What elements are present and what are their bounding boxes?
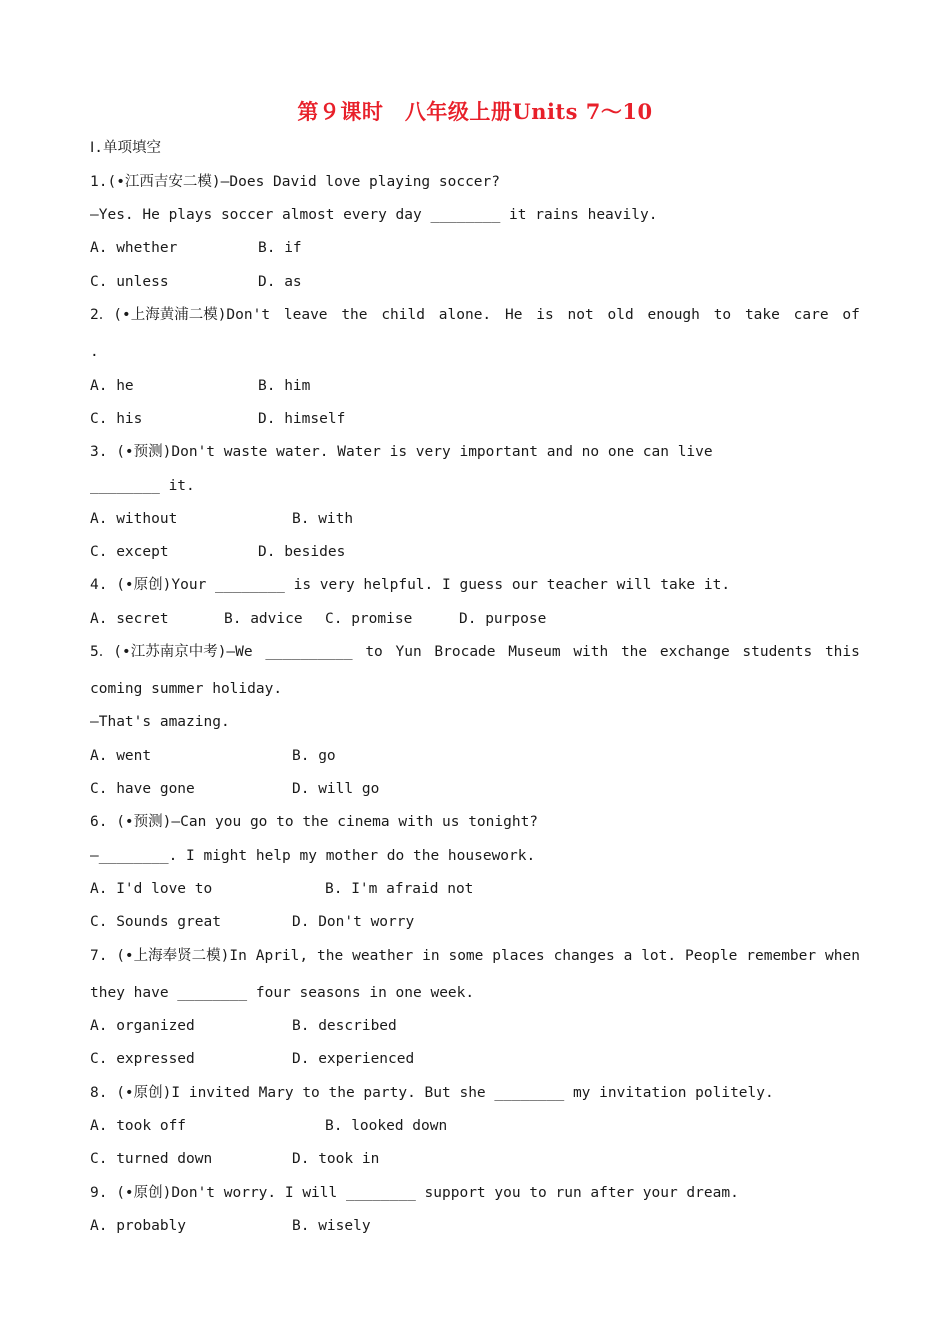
q5-word: to [365, 644, 383, 660]
q2-word: leave [283, 307, 328, 323]
q2-word: of [842, 307, 860, 323]
q7-word: 7. (•上海奉贤二模)In [90, 948, 247, 964]
question-1-option-c[interactable]: C. unless [90, 274, 169, 290]
q7-word: the [317, 948, 344, 964]
question-3-stem: 3. (•预测)Don't waste water. Water is very important and no one can live [90, 444, 713, 460]
question-1-stem: 1.(•江西吉安二模)—Does David love playing soccer? [90, 174, 500, 190]
q5-word: Yun [395, 644, 422, 660]
q2-word: old [607, 307, 634, 323]
q2-word: is [536, 307, 554, 323]
page-title: 第９课时 八年级上册Units 7～10 [297, 99, 653, 124]
q2-word: to [713, 307, 732, 323]
question-8-stem: 8. (•原创)I invited Mary to the party. But she ________ my invitation politely. [90, 1085, 774, 1101]
q5-word: this [824, 644, 860, 660]
q7-word: some [448, 948, 484, 964]
question-6-option-d[interactable]: D. Don't worry [292, 914, 415, 930]
question-9-stem: 9. (•原创)Don't worry. I will ________ support you to run after your dream. [90, 1185, 739, 1201]
q7-word: April, [255, 948, 309, 964]
question-5-option-c[interactable]: C. have gone [90, 781, 195, 797]
q7-word: changes [553, 948, 615, 964]
question-4-option-a[interactable]: A. secret [90, 611, 169, 627]
question-7-stem-line2: they have ________ four seasons in one week. [90, 985, 475, 1001]
q5-word: students [742, 644, 813, 660]
question-2-option-b[interactable]: B. him [258, 378, 311, 394]
question-5-option-d[interactable]: D. will go [292, 781, 380, 797]
q2-word: 2．(•上海黄浦二模)Don't [90, 307, 271, 323]
question-1-stem-line2: —Yes. He plays soccer almost every day ________ it rains heavily. [90, 207, 658, 223]
q5-word: 5．(•江苏南京中考)—We [90, 644, 253, 660]
q5-word: with [573, 644, 609, 660]
question-7-option-c[interactable]: C. expressed [90, 1051, 195, 1067]
q5-word: __________ [265, 644, 353, 660]
question-1-option-a[interactable]: A. whether [90, 240, 178, 256]
question-4-option-b[interactable]: B. advice [224, 611, 303, 627]
question-7-option-d[interactable]: D. experienced [292, 1051, 415, 1067]
question-2-stem-line2: . [90, 344, 99, 360]
question-8-option-d[interactable]: D. took in [292, 1151, 380, 1167]
question-1-option-d[interactable]: D. as [258, 274, 302, 290]
question-6-option-c[interactable]: C. Sounds great [90, 914, 221, 930]
question-2-option-a[interactable]: A. he [90, 378, 134, 394]
q5-word: exchange [659, 644, 730, 660]
q2-word: the [341, 307, 368, 323]
question-3-option-d[interactable]: D. besides [258, 544, 346, 560]
q2-word: He [504, 307, 523, 323]
question-5-stem-line2: coming summer holiday. [90, 681, 283, 697]
q7-word: when [825, 948, 860, 964]
question-9-option-a[interactable]: A. probably [90, 1218, 187, 1234]
q2-word: alone. [438, 307, 492, 323]
question-6-option-b[interactable]: B. I'm afraid not [325, 881, 474, 897]
q5-word: Brocade [434, 644, 496, 660]
question-7-option-b[interactable]: B. described [292, 1018, 397, 1034]
question-3-option-b[interactable]: B. with [292, 511, 354, 527]
q7-word: a [623, 948, 633, 964]
question-4-stem: 4. (•原创)Your ________ is very helpful. I guess our teacher will take it. [90, 577, 731, 593]
question-6-stem: 6. (•预测)—Can you go to the cinema with us tonight? [90, 814, 539, 830]
q7-word: places [492, 948, 545, 964]
q5-word: the [620, 644, 648, 660]
question-8-option-a[interactable]: A. took off [90, 1118, 187, 1134]
question-5-stem [90, 642, 860, 662]
question-2-option-c[interactable]: C. his [90, 411, 143, 427]
question-3-option-c[interactable]: C. except [90, 544, 169, 560]
q2-word: not [567, 307, 594, 323]
q7-word: weather [352, 948, 414, 964]
question-5-stem-line3: —That's amazing. [90, 714, 230, 730]
question-7-option-a[interactable]: A. organized [90, 1018, 195, 1034]
question-7-stem [90, 946, 860, 966]
question-5-option-b[interactable]: B. go [292, 748, 336, 764]
question-4-option-d[interactable]: D. purpose [459, 611, 547, 627]
q7-word: remember [746, 948, 817, 964]
q7-word: in [422, 948, 440, 964]
question-6-stem-line2: —________. I might help my mother do the housework. [90, 848, 536, 864]
q2-word: care [793, 307, 829, 323]
question-1-option-b[interactable]: B. if [258, 240, 302, 256]
question-4-option-c[interactable]: C. promise [325, 611, 413, 627]
q2-word: child [381, 307, 425, 323]
q2-word: take [744, 307, 780, 323]
question-8-option-c[interactable]: C. turned down [90, 1151, 213, 1167]
question-3-stem-line2: ________ it. [90, 478, 195, 494]
question-2-option-d[interactable]: D. himself [258, 411, 346, 427]
q5-word: Museum [508, 644, 561, 660]
question-5-option-a[interactable]: A. went [90, 748, 152, 764]
q7-word: lot. [641, 948, 677, 964]
q2-word: enough [647, 307, 700, 323]
question-9-option-b[interactable]: B. wisely [292, 1218, 371, 1234]
section-heading: Ⅰ.单项填空 [90, 140, 162, 156]
question-8-option-b[interactable]: B. looked down [325, 1118, 448, 1134]
question-6-option-a[interactable]: A. I'd love to [90, 881, 213, 897]
question-3-option-a[interactable]: A. without [90, 511, 178, 527]
q7-word: People [685, 948, 738, 964]
question-2-stem [90, 305, 860, 325]
